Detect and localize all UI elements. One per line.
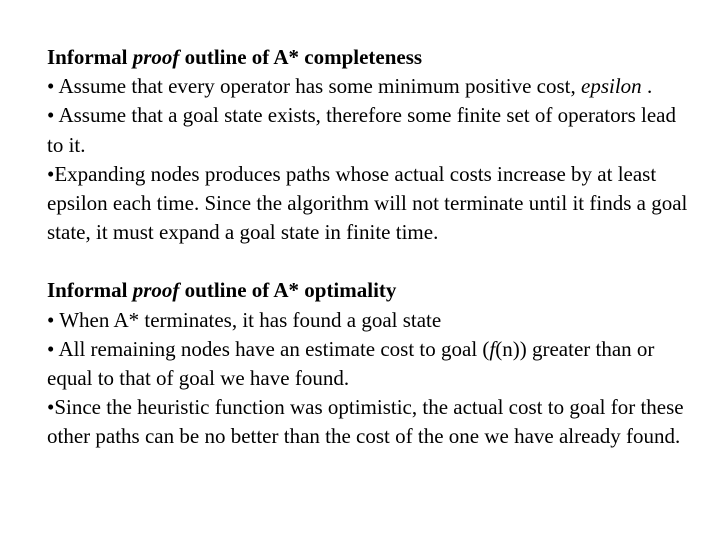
optimality-bullet-2-post: (n)) greater than or equal to that of goal we have found. [47, 336, 655, 391]
completeness-heading-proof: proof [132, 45, 180, 69]
completeness-heading-post: outline of A* completeness [179, 45, 423, 69]
completeness-bullet-2: • Assume that a goal state exists, therefore some finite set of operators lead to it. [47, 103, 676, 157]
optimality-bullet-2-pre: • All remaining nodes have an estimate cost to goal ( [47, 336, 490, 361]
optimality-bullet-2-f: f [489, 336, 496, 361]
slide-content [47, 43, 697, 452]
completeness-bullet-1-tail: . [641, 74, 653, 99]
completeness-bullet-1 [47, 72, 697, 101]
completeness-bullet-1-text: • Assume that every operator has some minimum positive cost, [47, 74, 576, 99]
completeness-bullet-3: •Expanding nodes produces paths whose actual costs increase by at least epsilon each time. Since the algorithm will not terminate until it finds a goal state, it must expand a goal state in finite time. [47, 161, 688, 245]
optimality-section [47, 276, 697, 451]
optimality-heading-proof: proof [132, 278, 180, 303]
optimality-bullet-1: • When A* terminates, it has found a goal state [47, 307, 442, 332]
optimality-heading-post: outline of A* optimality [179, 278, 397, 303]
optimality-bullet-2 [47, 335, 697, 393]
optimality-heading-pre: Informal [47, 278, 133, 303]
optimality-heading [47, 276, 697, 305]
optimality-bullet-3: •Since the heuristic function was optimistic, the actual cost to goal for these other paths can be no better than the cost of the one we have already found. [47, 395, 684, 449]
completeness-heading [47, 43, 697, 72]
completeness-section [47, 43, 697, 247]
completeness-heading-pre: Informal [47, 45, 133, 69]
completeness-bullet-1-epsilon: epsilon [581, 74, 642, 99]
